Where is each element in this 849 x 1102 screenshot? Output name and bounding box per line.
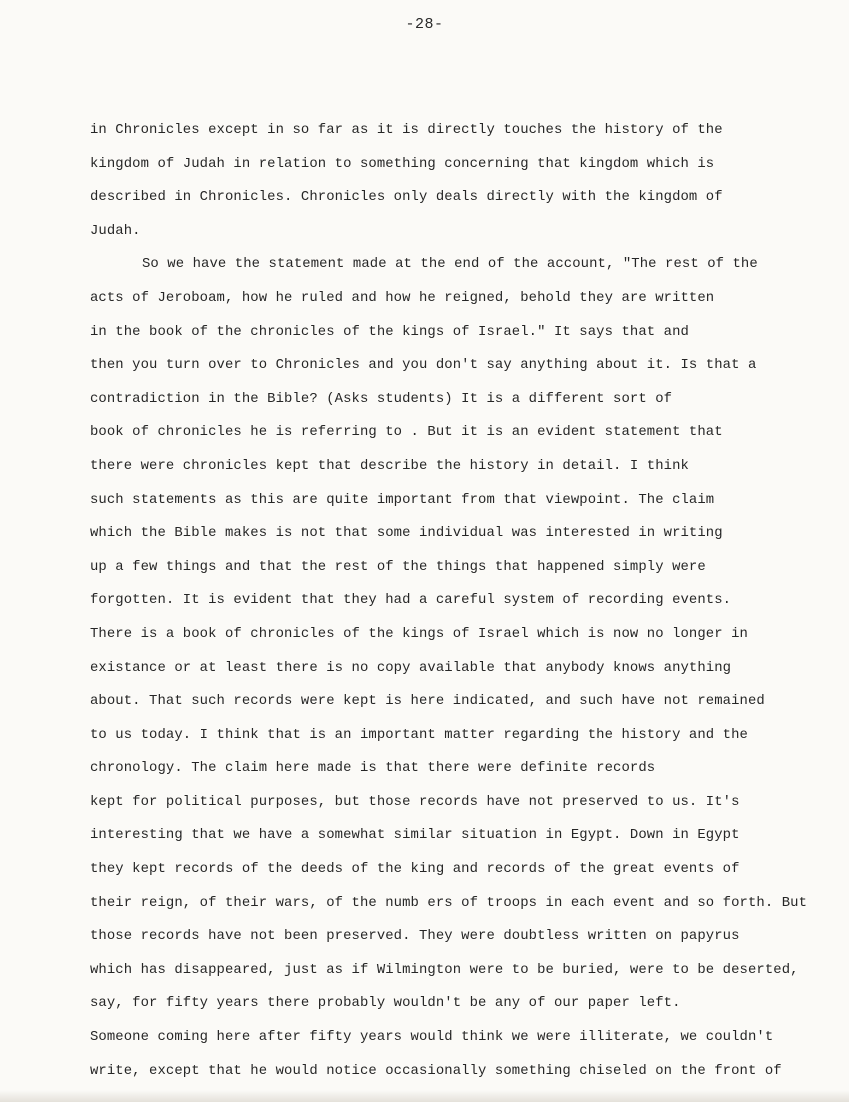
body-text xyxy=(90,114,810,1088)
text-line: in the book of the chronicles of the kings of Israel." It says that and xyxy=(90,323,689,340)
text-line: then you turn over to Chronicles and you don't say anything about it. Is that a xyxy=(90,357,757,374)
text-line: chronology. The claim here made is that there were definite records xyxy=(90,760,656,777)
text-line: such statements as this are quite important from that viewpoint. The claim xyxy=(90,491,715,508)
page-edge-shadow xyxy=(0,1090,849,1102)
text-line: those records have not been preserved. They were doubtless written on papyrus xyxy=(90,928,740,945)
text-line: their reign, of their wars, of the numb ers of troops in each event and so forth. But xyxy=(90,894,808,911)
text-line: book of chronicles he is referring to . But it is an evident statement that xyxy=(90,424,723,441)
text-line: existance or at least there is no copy available that anybody knows anything xyxy=(90,659,732,676)
text-line: which has disappeared, just as if Wilmington were to be buried, were to be deserted, xyxy=(90,961,799,978)
text-line: say, for fifty years there probably wouldn't be any of our paper left. xyxy=(90,995,681,1012)
text-line: about. That such records were kept is here indicated, and such have not remained xyxy=(90,693,765,710)
text-line: write, except that he would notice occasionally something chiseled on the front of xyxy=(90,1062,782,1079)
text-line: Someone coming here after fifty years would think we were illiterate, we couldn't xyxy=(90,1029,774,1046)
page-number: -28- xyxy=(405,16,444,33)
text-line: There is a book of chronicles of the kings of Israel which is now no longer in xyxy=(90,625,748,642)
text-line: up a few things and that the rest of the things that happened simply were xyxy=(90,558,706,575)
text-line: to us today. I think that is an important matter regarding the history and the xyxy=(90,726,748,743)
text-line: interesting that we have a somewhat similar situation in Egypt. Down in Egypt xyxy=(90,827,740,844)
text-line: described in Chronicles. Chronicles only deals directly with the kingdom of xyxy=(90,189,723,206)
text-line: kept for political purposes, but those records have not preserved to us. It's xyxy=(90,793,740,810)
text-line: Judah. xyxy=(90,222,141,239)
text-line: there were chronicles kept that describe the history in detail. I think xyxy=(90,457,689,474)
text-line: forgotten. It is evident that they had a careful system of recording events. xyxy=(90,592,732,609)
text-line: kingdom of Judah in relation to something concerning that kingdom which is xyxy=(90,155,715,172)
text-line: contradiction in the Bible? (Asks students) It is a different sort of xyxy=(90,390,673,407)
text-line: in Chronicles except in so far as it is directly touches the history of the xyxy=(90,122,723,138)
text-line: acts of Jeroboam, how he ruled and how he reigned, behold they are written xyxy=(90,289,715,306)
text-line: which the Bible makes is not that some individual was interested in writing xyxy=(90,525,723,542)
text-line: they kept records of the deeds of the king and records of the great events of xyxy=(90,861,740,878)
text-line: So we have the statement made at the end of the account, "The rest of the xyxy=(142,256,758,273)
